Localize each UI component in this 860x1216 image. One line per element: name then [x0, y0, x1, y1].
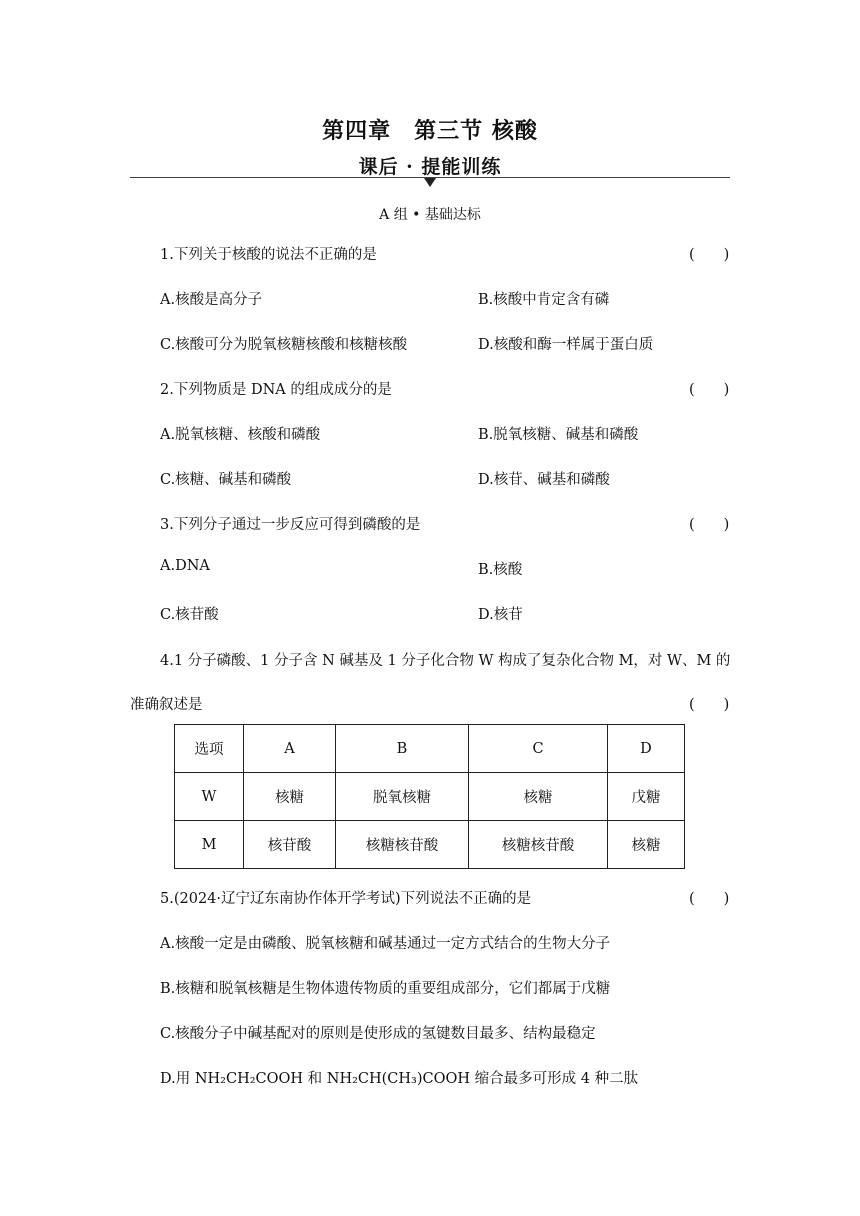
question-2-option-a: A.脱氧核糖、核酸和磷酸: [160, 427, 321, 443]
question-1-stem: 1.下列关于核酸的说法不正确的是: [160, 247, 377, 263]
answer-blank: ( ): [689, 697, 730, 713]
table-header-cell: A: [244, 725, 336, 773]
table-header-cell: B: [336, 725, 469, 773]
question-3-option-c: C.核苷酸: [160, 607, 219, 623]
question-5-source: 5.(2024·辽宁辽东南协作体开学考试): [160, 891, 401, 907]
answer-blank: ( ): [689, 517, 730, 533]
question-5-option-b: B.核糖和脱氧核糖是生物体遗传物质的重要组成部分，它们都属于戊糖: [160, 981, 611, 997]
table-cell: M: [175, 821, 244, 869]
question-5-option-a: A.核酸一定是由磷酸、脱氧核糖和碱基通过一定方式结合的生物大分子: [160, 936, 611, 952]
question-4-stem-line2: 准确叙述是: [130, 697, 203, 713]
table-cell: 核糖: [608, 821, 685, 869]
page-title: 第四章 第三节 核酸: [322, 119, 538, 144]
table-cell: 核糖核苷酸: [469, 821, 608, 869]
question-1-option-a: A.核酸是高分子: [160, 292, 263, 308]
question-1-option-c: C.核酸可分为脱氧核糖核酸和核糖核酸: [160, 337, 408, 353]
table-cell: 核糖核苷酸: [336, 821, 469, 869]
question-1-option-d: D.核酸和酶一样属于蛋白质: [478, 337, 654, 353]
table-row: [175, 821, 685, 869]
question-2-option-c: C.核糖、碱基和磷酸: [160, 472, 292, 488]
answer-blank: ( ): [689, 247, 730, 263]
table-cell: 戊糖: [608, 773, 685, 821]
question-1-option-b: B.核酸中肯定含有磷: [478, 292, 610, 308]
question-4-stem-line1: 4.1 分子磷酸、1 分子含 N 碱基及 1 分子化合物 W 构成了复杂化合物 M，对 W、M 的: [160, 653, 731, 669]
question-5-option-c: C.核酸分子中碱基配对的原则是使形成的氢键数目最多、结构最稳定: [160, 1026, 596, 1042]
question-3-option-d: D.核苷: [478, 607, 523, 623]
table-cell: 核糖: [469, 773, 608, 821]
question-5-stem-text: 下列说法不正确的是: [400, 891, 532, 907]
section-heading: A 组 • 基础达标: [379, 207, 481, 223]
question-3-stem: 3.下列分子通过一步反应可得到磷酸的是: [160, 517, 421, 533]
question-5-option-d: D.用 NH₂CH₂COOH 和 NH₂CH(CH₃)COOH 缩合最多可形成 4 种二肽: [160, 1071, 639, 1087]
question-2-option-b: B.脱氧核糖、碱基和磷酸: [478, 427, 639, 443]
question-3-option-a: A.DNA: [160, 558, 210, 574]
page-subtitle: 课后 · 提能训练: [358, 156, 502, 178]
table-cell: 核苷酸: [244, 821, 336, 869]
table-cell: 脱氧核糖: [336, 773, 469, 821]
question-4-table: [174, 724, 685, 869]
table-header-row: [175, 725, 685, 773]
triangle-down-icon: [424, 178, 436, 187]
table-header-cell: 选项: [175, 725, 244, 773]
answer-blank: ( ): [689, 382, 730, 398]
table-cell: 核糖: [244, 773, 336, 821]
table-cell: W: [175, 773, 244, 821]
answer-blank: ( ): [689, 891, 730, 907]
table-header-cell: D: [608, 725, 685, 773]
table-header-cell: C: [469, 725, 608, 773]
table-row: [175, 773, 685, 821]
question-2-stem: 2.下列物质是 DNA 的组成成分的是: [160, 382, 392, 398]
question-5-stem: [160, 887, 531, 908]
question-2-option-d: D.核苷、碱基和磷酸: [478, 472, 610, 488]
question-3-option-b: B.核酸: [478, 562, 523, 578]
